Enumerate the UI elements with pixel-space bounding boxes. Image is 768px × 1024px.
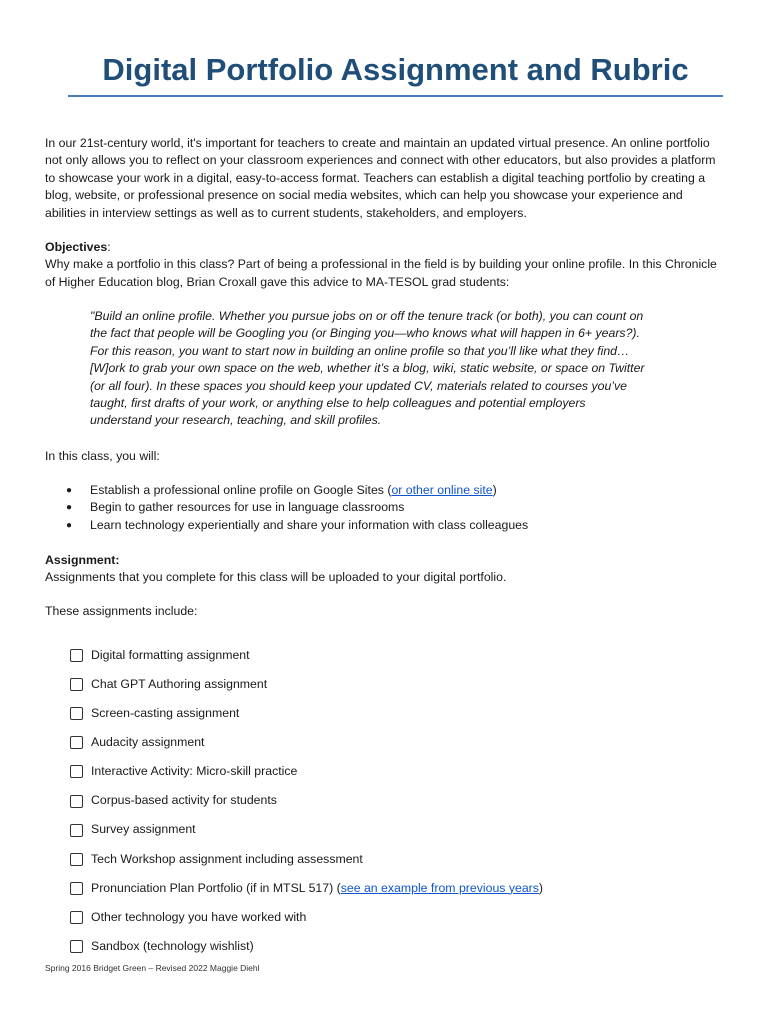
objectives-colon: : [107, 240, 111, 254]
checkbox[interactable] [70, 765, 83, 778]
assignments-include-label: These assignments include: [45, 604, 198, 618]
checklist-label: Sandbox (technology wishlist) [91, 938, 254, 953]
checklist-label-end: ) [538, 880, 544, 895]
checklist-label: Survey assignment [91, 822, 196, 837]
assignment-section [45, 552, 725, 587]
in-class-intro: In this class, you will: [45, 449, 160, 463]
checklist-item [70, 670, 543, 699]
checkbox[interactable] [70, 707, 83, 720]
list-item-text: Establish a professional online profile on Google Sites ( [90, 483, 392, 497]
checkbox[interactable] [70, 824, 83, 837]
checklist-label: Pronunciation Plan Portfolio (if in MTSL 517) ( [91, 880, 341, 895]
assignment-heading: Assignment: [45, 553, 120, 567]
checklist-label: Audacity assignment [91, 735, 205, 750]
checklist-item [70, 699, 543, 728]
checklist-item [70, 757, 543, 786]
checklist-label: Corpus-based activity for students [91, 793, 277, 808]
checklist-label: Screen-casting assignment [91, 706, 240, 721]
checklist-label: Digital formatting assignment [91, 647, 250, 662]
list-item: ● Learn technology experientially and share your information with class colleagues [62, 517, 528, 534]
checkbox[interactable] [70, 795, 83, 808]
checklist-label: Other technology you have worked with [91, 909, 307, 924]
list-item-text: ) [492, 483, 497, 497]
checklist-label: Interactive Activity: Micro-skill practice [91, 764, 298, 779]
page-title: Digital Portfolio Assignment and Rubric [102, 52, 689, 87]
list-item: ● Begin to gather resources for use in language classrooms [62, 499, 528, 516]
checklist-item [70, 845, 543, 874]
checklist-label: Tech Workshop assignment including assessment [91, 851, 363, 866]
intro-paragraph: In our 21st-century world, it's important for teachers to create and maintain an updated virtual presence. An online portfolio not only allows you to reflect on your classroom experiences and connect with other educators, but also provides a platform to showcase your work in a digital, easy-to-access format. Teachers can establish a digital teaching portfolio by creating a blog, website, or professional presence on social media websites, which can help you showcase your experience and abilities in interview settings as well as to current students, stakeholders, and employers. [45, 136, 716, 220]
goals-list [62, 482, 528, 534]
objectives-text: Why make a portfolio in this class? Part of being a professional in the field is by building your online profile. In this Chronicle of Higher Education blog, Brian Croxall gave this advice to MA-TESOL grad students: [45, 257, 717, 289]
checklist-item [70, 728, 543, 757]
croxall-quote: "Build an online profile. Whether you pursue jobs on or off the tenure track (or both), you can count on the fact that people will be Googling you (or Binging you—who knows what will happen in 6+ years?). For this reason, you want to start now in building an online profile so that you’ll like what they find… [W]ork to grab your own space on the web, whether it’s a blog, wiki, static website, or space on Twitter (or all four). In these spaces you should keep your updated CV, materials related to courses you’ve taught, first drafts of your work, or anything else to help colleagues and potential employers understand your research, teaching, and skill profiles. [90, 309, 645, 428]
checklist-item [70, 786, 543, 815]
assignment-text: Assignments that you complete for this class will be uploaded to your digital portfolio. [45, 570, 507, 585]
checkbox[interactable] [70, 911, 83, 924]
checklist-item [70, 903, 543, 932]
checkbox[interactable] [70, 853, 83, 866]
checklist-item [70, 874, 543, 903]
title-divider [68, 95, 723, 97]
page-footer: Spring 2016 Bridget Green – Revised 2022 Maggie Diehl [45, 963, 260, 973]
other-online-site-link[interactable]: or other online site [391, 483, 493, 497]
previous-years-example-link[interactable]: see an example from previous years [340, 880, 539, 895]
assignment-checklist [70, 641, 543, 961]
objectives-heading: Objectives [45, 240, 108, 254]
checkbox[interactable] [70, 882, 83, 895]
objectives-section [45, 239, 725, 291]
checklist-item [70, 816, 543, 845]
list-item [62, 482, 528, 499]
checkbox[interactable] [70, 678, 83, 691]
checklist-label: Chat GPT Authoring assignment [91, 676, 268, 691]
checkbox[interactable] [70, 940, 83, 953]
checklist-item [70, 641, 543, 670]
checkbox[interactable] [70, 649, 83, 662]
checkbox[interactable] [70, 736, 83, 749]
checklist-item [70, 932, 543, 961]
